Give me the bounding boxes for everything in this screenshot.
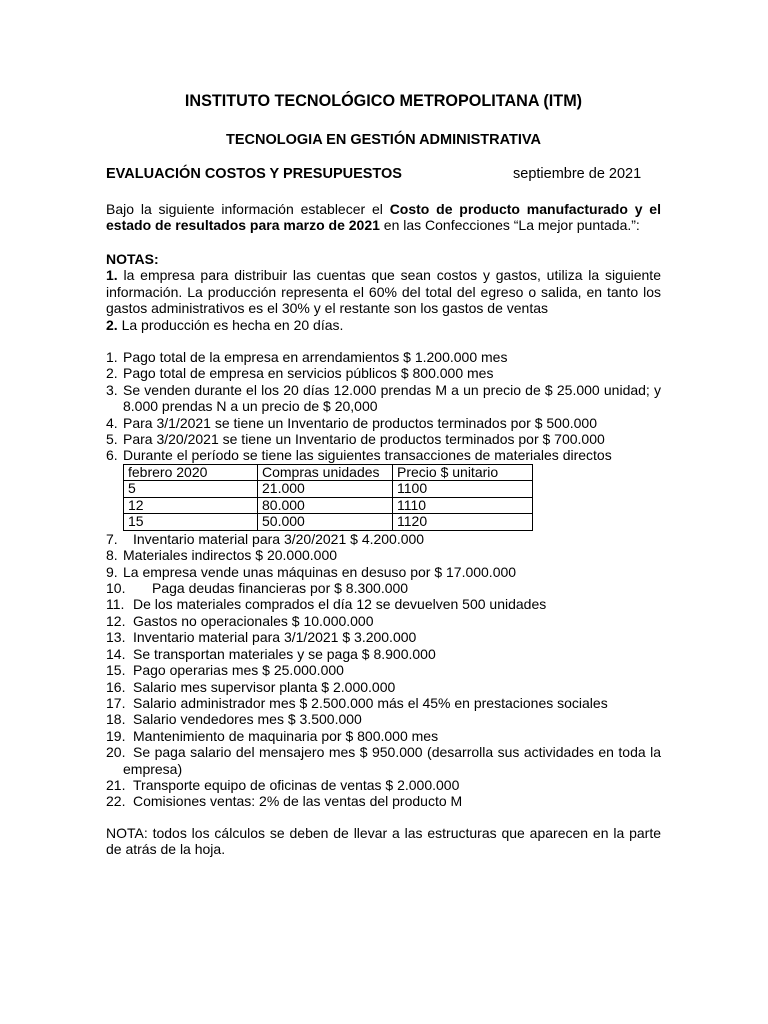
item-text: Mantenimiento de maquinaria por $ 800.000 mes	[133, 727, 439, 744]
item-number: 21.	[106, 776, 126, 793]
item-text: Pago operarias mes $ 25.000.000	[133, 662, 344, 679]
table-cell: 12	[124, 497, 258, 514]
item-text: Materiales indirectos $ 20.000.000	[123, 547, 338, 564]
item-text: La empresa vende unas máquinas en desuso por $ 17.000.000	[123, 563, 517, 580]
table-header-cell: Compras unidades	[258, 464, 393, 481]
item-number: 2.	[106, 365, 118, 382]
item-number: 8.	[106, 547, 118, 564]
item-number: 20.	[106, 744, 126, 761]
notes-heading: NOTAS:	[106, 251, 159, 267]
list-item	[106, 349, 661, 365]
item-number: 19.	[106, 727, 126, 744]
item-number: 13.	[106, 629, 126, 646]
item-text: Durante el período se tiene las siguientes transacciones de materiales directos	[123, 447, 612, 464]
item-text: Comisiones ventas: 2% de las ventas del producto M	[133, 793, 463, 810]
evaluation-title: EVALUACIÓN COSTOS Y PRESUPUESTOS	[106, 166, 402, 182]
note-1	[106, 267, 661, 316]
list-item	[106, 415, 661, 431]
note-1-text: la empresa para distribuir las cuentas que sean costos y gastos, utiliza la siguiente información. La producción representa el 60% del total del egreso o salida, en tanto los gastos administrativos es el 30% y el restante son los gastos de ventas	[106, 267, 661, 317]
table-cell: 1120	[393, 514, 533, 531]
table-cell: 1100	[393, 481, 533, 498]
item-text: Se paga salario del mensajero mes $ 950.000 (desarrolla sus actividades en toda la empresa)	[123, 744, 661, 777]
item-number: 16.	[106, 678, 126, 695]
item-text: Salario mes supervisor planta $ 2.000.000	[133, 678, 396, 695]
table-row	[124, 514, 533, 531]
note-2	[106, 317, 661, 333]
list-item	[106, 777, 661, 793]
list-item	[106, 564, 661, 580]
evaluation-row	[106, 166, 661, 182]
list-item	[106, 431, 661, 447]
item-text: Inventario material para 3/1/2021 $ 3.200.000	[133, 629, 417, 646]
item-number: 10.	[106, 580, 126, 597]
intro-text-post: en las Confecciones “La mejor puntada.”:	[379, 217, 640, 234]
item-text: Para 3/1/2021 se tiene un Inventario de productos terminados por $ 500.000	[123, 414, 597, 431]
item-text: Salario administrador mes $ 2.500.000 más el 45% en prestaciones sociales	[133, 694, 608, 711]
list-item	[106, 679, 661, 695]
document-date: septiembre de 2021	[513, 166, 642, 182]
table-cell: 80.000	[258, 497, 393, 514]
intro-text-pre: Bajo la siguiente información establecer el	[106, 201, 390, 217]
note-2-number: 2.	[106, 316, 118, 333]
item-text: Para 3/20/2021 se tiene un Inventario de productos terminados por $ 700.000	[123, 431, 605, 448]
items-list	[106, 349, 661, 810]
item-number: 5.	[106, 431, 118, 448]
list-item	[106, 382, 661, 415]
item-text: Transporte equipo de oficinas de ventas $ 2.000.000	[133, 776, 460, 793]
list-item	[106, 662, 661, 678]
institution-title: INSTITUTO TECNOLÓGICO METROPOLITANA (ITM)	[184, 92, 583, 110]
table-header-row	[124, 464, 533, 481]
table-cell: 21.000	[258, 481, 393, 498]
item-number: 9.	[106, 563, 118, 580]
list-item	[106, 728, 661, 744]
item-number: 11.	[106, 596, 125, 613]
item-text: Salario vendedores mes $ 3.500.000	[133, 711, 362, 728]
item-number: 18.	[106, 711, 126, 728]
notes-section	[106, 251, 661, 333]
table-row	[124, 497, 533, 514]
item-text: Paga deudas financieras por $ 8.300.000	[152, 580, 409, 597]
table-header-cell: febrero 2020	[124, 464, 258, 481]
list-item	[106, 596, 661, 612]
item-number: 4.	[106, 414, 118, 431]
item-number: 17.	[106, 694, 126, 711]
item-number: 6.	[106, 447, 118, 464]
list-item	[106, 744, 661, 777]
item-text: Inventario material para 3/20/2021 $ 4.200.000	[133, 530, 425, 547]
program-title: TECNOLOGIA EN GESTIÓN ADMINISTRATIVA	[226, 132, 541, 148]
list-item	[106, 646, 661, 662]
list-item	[106, 695, 661, 711]
item-number: 22.	[106, 793, 126, 810]
table-header-cell: Precio $ unitario	[393, 464, 533, 481]
list-item	[106, 711, 661, 727]
list-item	[106, 793, 661, 809]
item-text: De los materiales comprados el día 12 se devuelven 500 unidades	[133, 596, 547, 613]
item-number: 3.	[106, 381, 118, 398]
item-number: 14.	[106, 645, 126, 662]
final-note: NOTA: todos los cálculos se deben de llevar a las estructuras que aparecen en la parte de atrás de la hoja.	[106, 825, 661, 858]
materials-table	[123, 464, 533, 531]
list-item	[106, 613, 661, 629]
list-item	[106, 531, 661, 547]
item-number: 15.	[106, 662, 126, 679]
list-item	[106, 547, 661, 563]
note-2-text: La producción es hecha en 20 días.	[117, 316, 344, 333]
note-1-number: 1.	[106, 267, 118, 284]
item-text: Gastos no operacionales $ 10.000.000	[133, 612, 374, 629]
item-text: Pago total de la empresa en arrendamientos $ 1.200.000 mes	[123, 349, 508, 365]
list-item	[106, 580, 661, 596]
item-number: 1.	[106, 349, 118, 365]
table-cell: 50.000	[258, 514, 393, 531]
list-item	[106, 629, 661, 645]
table-row	[124, 481, 533, 498]
item-text: Se venden durante el los 20 días 12.000 prendas M a un precio de $ 25.000 unidad; y 8.000 prendas N a un precio de $ 20,000	[123, 381, 661, 415]
intro-text-bold: Costo de producto manufacturado y el estado de resultados para marzo de 2021	[106, 201, 661, 234]
item-number: 12.	[106, 612, 126, 629]
item-text: Se transportan materiales y se paga $ 8.900.000	[133, 645, 436, 662]
item-text: Pago total de empresa en servicios públicos $ 800.000 mes	[123, 365, 494, 382]
table-cell: 1110	[393, 497, 533, 514]
intro-paragraph	[106, 201, 661, 234]
table-cell: 5	[124, 481, 258, 498]
table-cell: 15	[124, 514, 258, 531]
list-item	[106, 447, 661, 463]
list-item	[106, 365, 661, 381]
item-number: 7.	[106, 530, 118, 547]
